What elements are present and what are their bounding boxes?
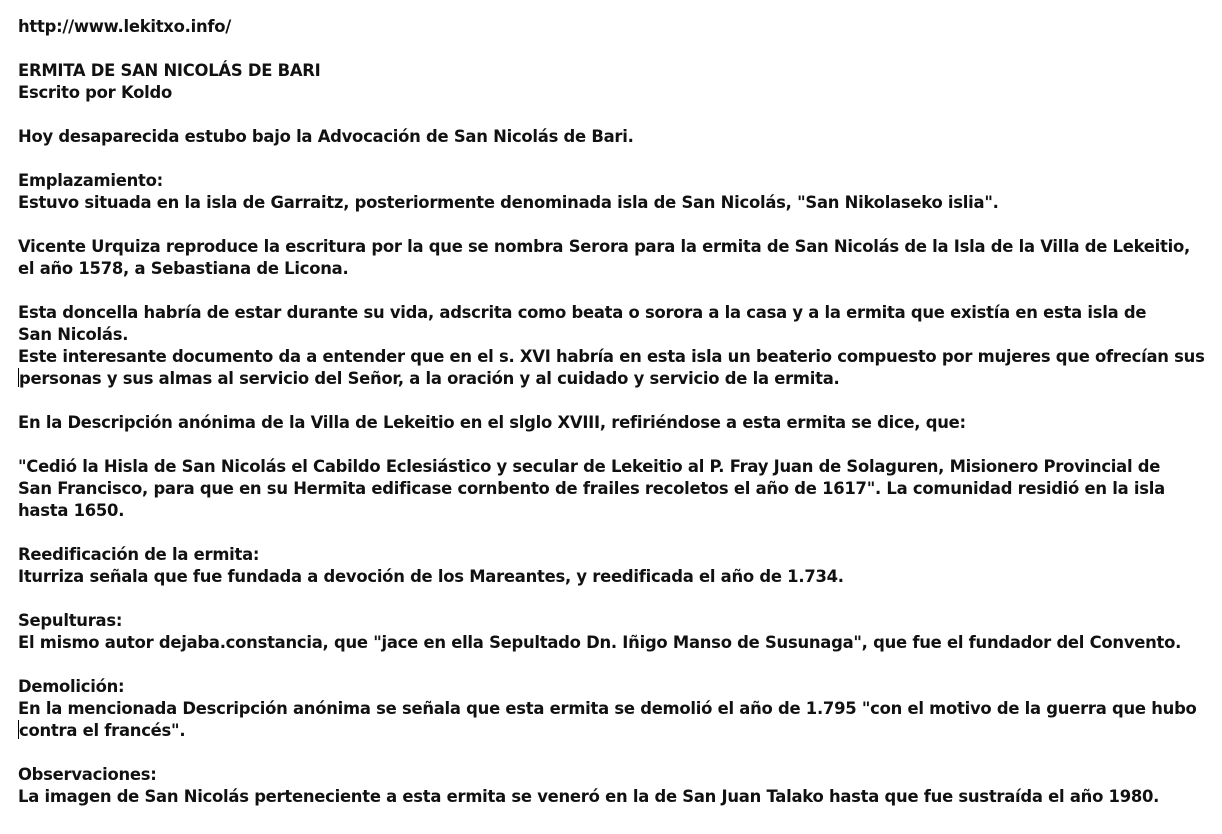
cita-line-3: hasta 1650.	[18, 501, 125, 520]
header-block	[18, 60, 1214, 104]
page-title: ERMITA DE SAN NICOLÁS DE BARI	[18, 61, 321, 80]
demolicion-section	[18, 676, 1214, 742]
source-url-block	[18, 16, 1214, 38]
source-url: http://www.lekitxo.info/	[18, 17, 232, 36]
doncella-paragraph	[18, 302, 1214, 390]
emplazamiento-text: Estuvo situada en la isla de Garraitz, posteriormente denominada isla de San Nicolás, "San Nikolaseko islia".	[18, 193, 999, 212]
doncella-line-2: San Nicolás.	[18, 325, 129, 344]
cita-line-1: "Cedió la Hisla de San Nicolás el Cabildo Eclesiástico y secular de Lekeitio al P. Fray Juan de Solaguren, Misionero Provincial de	[18, 457, 1161, 476]
urquiza-paragraph	[18, 236, 1214, 280]
sepulturas-text: El mismo autor dejaba.constancia, que "jace en ella Sepultado Dn. Iñigo Manso de Susunaga", que fue el fundador del Convento.	[18, 633, 1182, 652]
observaciones-text: La imagen de San Nicolás perteneciente a esta ermita se veneró en la de San Juan Talako hasta que fue sustraída el año 1980.	[18, 787, 1160, 806]
demolicion-line-2-wrap	[18, 720, 1214, 742]
doncella-line-4: personas y sus almas al servicio del Señor, a la oración y al cuidado y servicio de la ermita.	[19, 369, 840, 388]
reedificacion-text: Iturriza señala que fue fundada a devoción de los Mareantes, y reedificada el año de 1.734.	[18, 567, 844, 586]
sepulturas-heading: Sepulturas:	[18, 611, 123, 630]
demolicion-line-1: En la mencionada Descripción anónima se señala que esta ermita se demolió el año de 1.795 "con el motivo de la guerra que hubo	[18, 699, 1197, 718]
demolicion-line-2: contra el francés".	[19, 721, 186, 740]
observaciones-section	[18, 764, 1214, 808]
document-body	[18, 16, 1214, 830]
descripcion-paragraph	[18, 412, 1214, 434]
doncella-line-4-wrap	[18, 368, 1214, 390]
demolicion-heading: Demolición:	[18, 677, 125, 696]
doncella-line-3: Este interesante documento da a entender que en el s. XVI habría en esta isla un beaterio compuesto por mujeres que ofrecían sus	[18, 347, 1205, 366]
doncella-line-1: Esta doncella habría de estar durante su vida, adscrita como beata o sorora a la casa y a la ermita que existía en esta isla de	[18, 303, 1147, 322]
emplazamiento-heading: Emplazamiento:	[18, 171, 163, 190]
descripcion-text: En la Descripción anónima de la Villa de Lekeitio en el slglo XVIII, refiriéndose a esta ermita se dice, que:	[18, 413, 966, 432]
author-line: Escrito por Koldo	[18, 83, 172, 102]
observaciones-heading: Observaciones:	[18, 765, 157, 784]
intro-text: Hoy desaparecida estubo bajo la Advocación de San Nicolás de Bari.	[18, 127, 634, 146]
urquiza-line-1: Vicente Urquiza reproduce la escritura por la que se nombra Serora para la ermita de San Nicolás de la Isla de la Villa de Lekeitio,	[18, 237, 1190, 256]
cita-line-2: San Francisco, para que en su Hermita edificase cornbento de frailes recoletos el año de 1617". La comunidad residió en la isla	[18, 479, 1165, 498]
urquiza-line-2: el año 1578, a Sebastiana de Licona.	[18, 259, 349, 278]
reedificacion-section	[18, 544, 1214, 588]
reedificacion-heading: Reedificación de la ermita:	[18, 545, 260, 564]
emplazamiento-section	[18, 170, 1214, 214]
cita-paragraph	[18, 456, 1214, 522]
sepulturas-section	[18, 610, 1214, 654]
intro-paragraph	[18, 126, 1214, 148]
